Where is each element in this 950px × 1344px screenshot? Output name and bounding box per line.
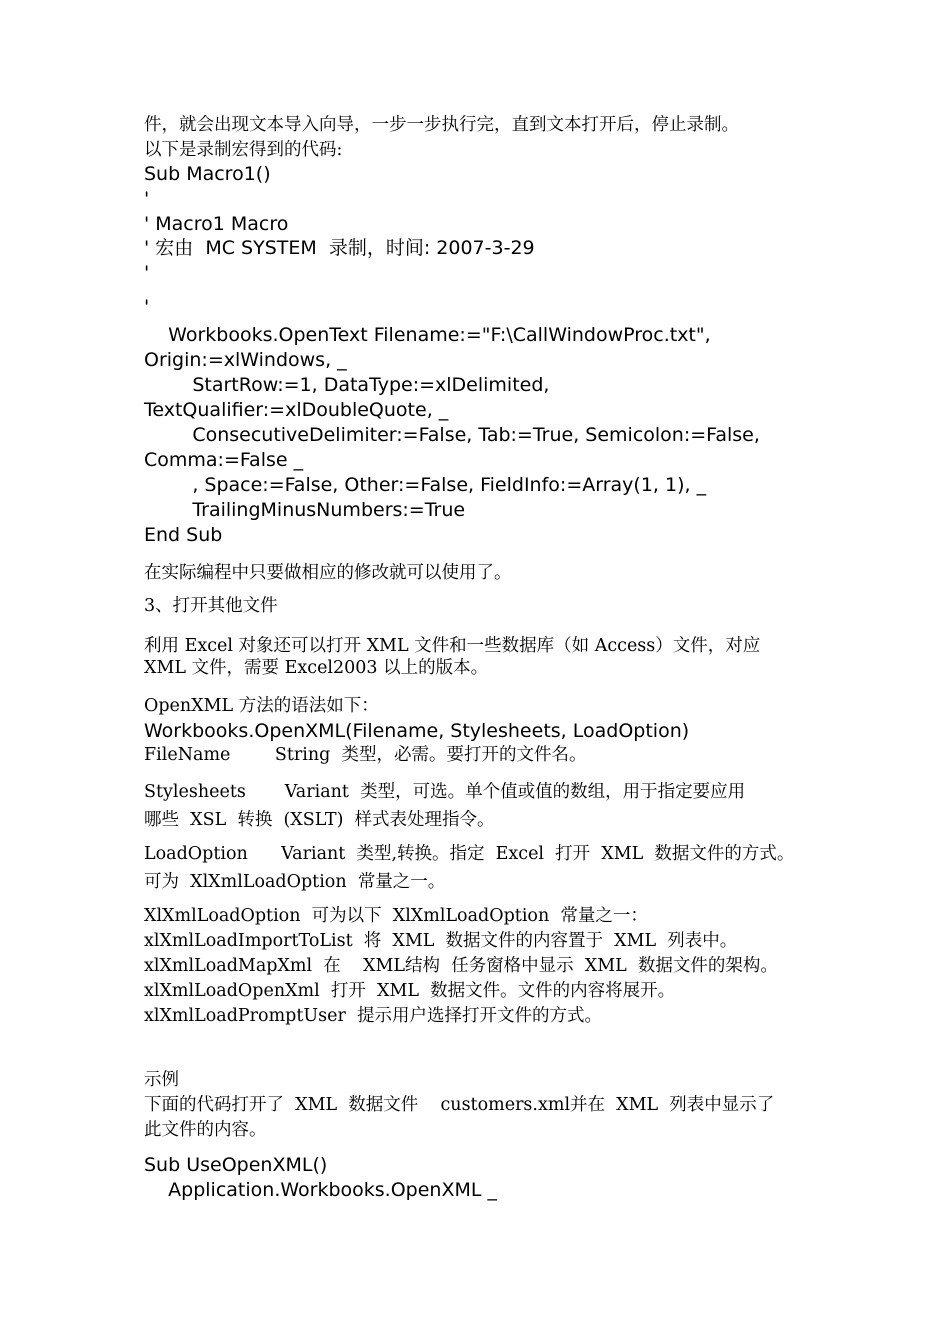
code-line: TrailingMinusNumbers:=True (144, 499, 466, 521)
text-line: 以下是录制宏得到的代码: (144, 140, 343, 160)
code-line: ConsecutiveDelimiter:=False, Tab:=True, Semicolon:=False, (144, 424, 760, 446)
code-line: Origin:=xlWindows, _ (144, 349, 347, 371)
code-line: Application.Workbooks.OpenXML _ (144, 1179, 498, 1201)
constant-line: xlXmlLoadMapXml 在 XML结构 任务窗格中显示 XML 数据文件的架构。 (144, 956, 778, 976)
param-line: 可为 XlXmlLoadOption 常量之一。 (144, 872, 446, 892)
text-line: 下面的代码打开了 XML 数据文件 customers.xml并在 XML 列表中显示了 (144, 1095, 775, 1115)
code-line: Sub UseOpenXML() (144, 1154, 328, 1176)
code-line: , Space:=False, Other:=False, FieldInfo:=Array(1, 1), _ (144, 474, 707, 496)
text-line: 此文件的内容。 (144, 1120, 267, 1140)
code-line: Workbooks.OpenText Filename:="F:\CallWindowProc.txt", (144, 324, 711, 346)
code-line: Workbooks.OpenXML(Filename, Stylesheets, LoadOption) (144, 720, 690, 742)
constant-line: xlXmlLoadImportToList 将 XML 数据文件的内容置于 XML 列表中。 (144, 931, 738, 951)
example-heading: 示例 (144, 1070, 179, 1090)
code-line: ' (144, 188, 150, 210)
section-heading: 3、打开其他文件 (144, 596, 278, 616)
text-line: 利用 Excel 对象还可以打开 XML 文件和一些数据库（如 Access）文件，对应 (144, 636, 761, 656)
code-line: Comma:=False _ (144, 449, 304, 471)
code-line: TextQualifier:=xlDoubleQuote, _ (144, 399, 449, 421)
param-line: FileName String 类型，必需。要打开的文件名。 (144, 745, 587, 765)
param-line: LoadOption Variant 类型,转换。指定 Excel 打开 XML 数据文件的方式。 (144, 844, 795, 864)
code-line: ' (144, 262, 150, 284)
text-line: 件，就会出现文本导入向导，一步一步执行完，直到文本打开后，停止录制。 (144, 115, 739, 135)
code-line: End Sub (144, 524, 223, 546)
constant-line: xlXmlLoadOpenXml 打开 XML 数据文件。文件的内容将展开。 (144, 981, 676, 1001)
text-line: OpenXML 方法的语法如下： (144, 696, 379, 716)
text-line: XML 文件，需要 Excel2003 以上的版本。 (144, 658, 489, 678)
constant-line: XlXmlLoadOption 可为以下 XlXmlLoadOption 常量之一： (144, 906, 648, 926)
text-line: 在实际编程中只要做相应的修改就可以使用了。 (144, 563, 512, 583)
param-line: 哪些 XSL 转换 (XSLT) 样式表处理指令。 (144, 810, 495, 830)
code-line: ' Macro1 Macro (144, 213, 289, 235)
constant-line: xlXmlLoadPromptUser 提示用户选择打开文件的方式。 (144, 1006, 602, 1026)
param-line: Stylesheets Variant 类型，可选。单个值或值的数组，用于指定要应用 (144, 782, 746, 802)
code-line: ' 宏由 MC SYSTEM 录制，时间: 2007-3-29 (144, 237, 535, 259)
code-line: Sub Macro1() (144, 163, 271, 185)
code-line: StartRow:=1, DataType:=xlDelimited, (144, 374, 550, 396)
code-line: ' (144, 296, 150, 318)
